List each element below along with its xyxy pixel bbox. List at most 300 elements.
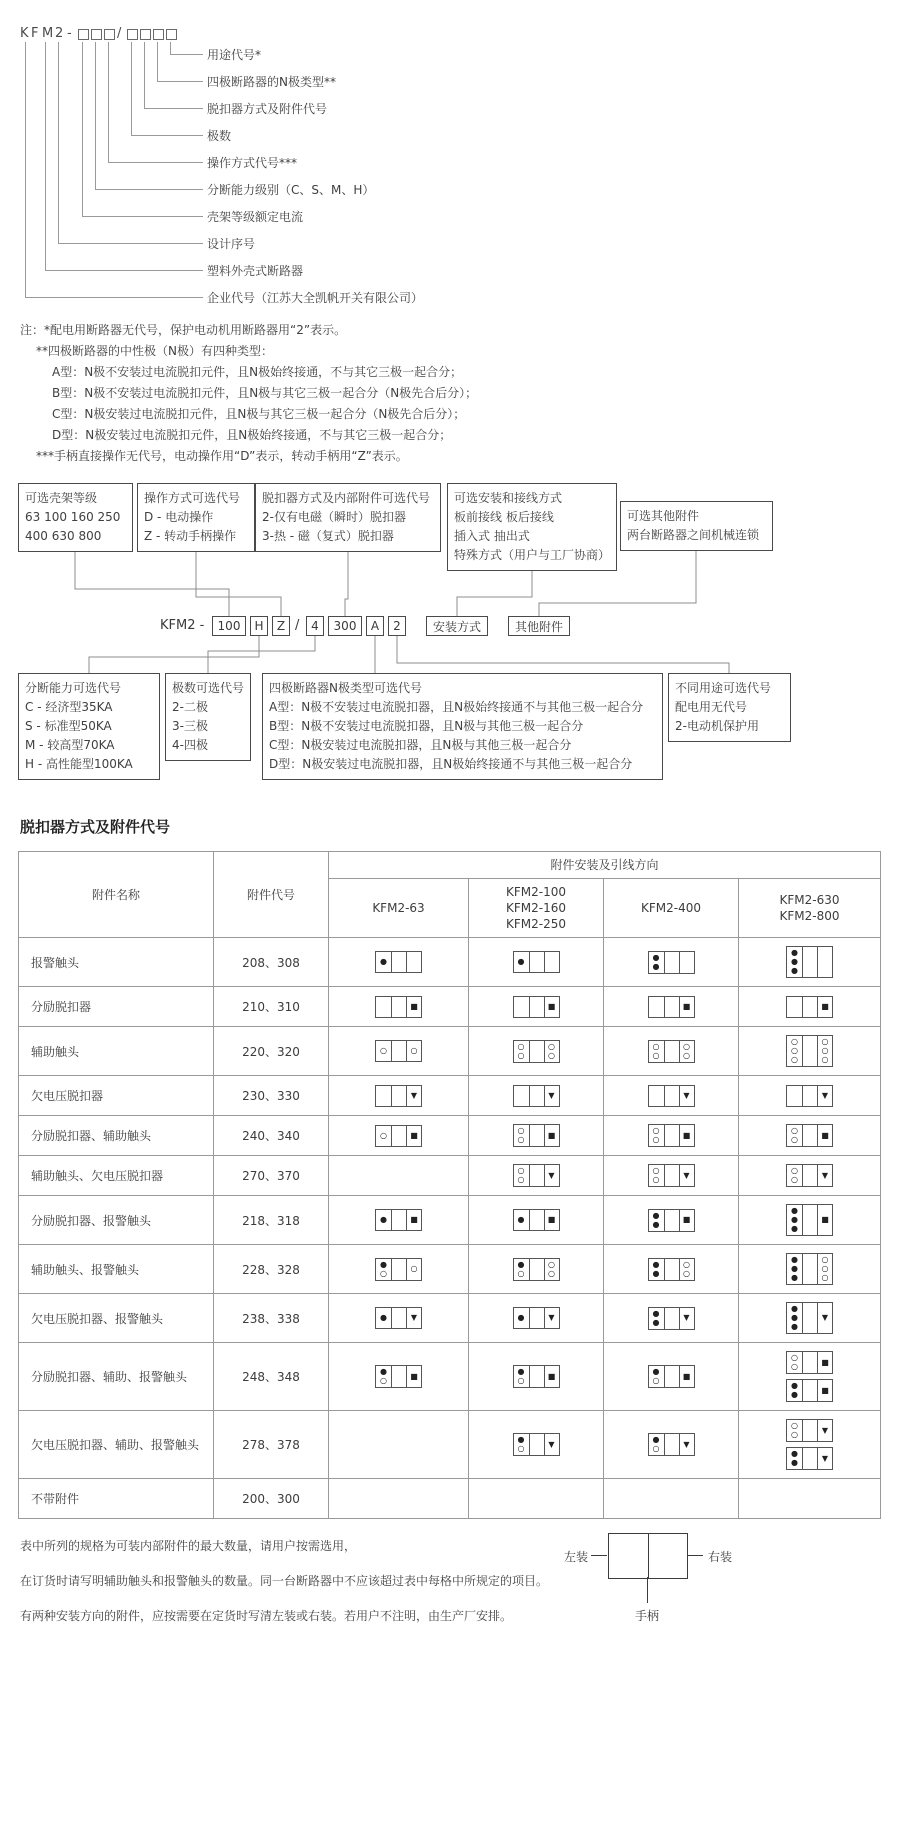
accessory-position-cell [469, 1076, 604, 1116]
accessory-position-cell [469, 1116, 604, 1156]
note-line: ***手柄直接操作无代号，电动操作用“D”表示，转动手柄用“Z”表示。 [36, 449, 408, 463]
table-row [19, 1479, 881, 1519]
position-compartment [514, 952, 529, 972]
accessory-position-cell [604, 1076, 739, 1116]
accessory-position-box [375, 996, 422, 1018]
symbol-stack [786, 1351, 833, 1402]
alarm-contact-icon: ● [791, 1381, 798, 1390]
position-compartment [649, 1434, 664, 1455]
accessory-name: 辅助触头、欠电压脱扣器 [19, 1156, 214, 1196]
symbol-stack [513, 1307, 560, 1329]
accessory-name: 分励脱扣器 [19, 987, 214, 1027]
accessory-position-box [375, 1365, 422, 1388]
table-heading: 脱扣器方式及附件代号 [20, 818, 171, 836]
alarm-contact-icon: ● [652, 961, 660, 971]
frame-model-label: KFM2-400 [641, 901, 701, 915]
auxiliary-contact-icon: ○ [517, 1376, 525, 1385]
option-box-usage [668, 673, 791, 742]
undervoltage-release-icon: ▼ [683, 1313, 690, 1322]
accessory-position-box [513, 1209, 560, 1231]
position-compartment [544, 1041, 559, 1062]
position-compartment [544, 1434, 559, 1455]
position-compartment [529, 1165, 544, 1186]
option-line: 操作方式可选代号 [144, 491, 241, 505]
position-compartment [817, 1254, 832, 1284]
symbol-stack [648, 1085, 695, 1107]
accessory-position-cell [604, 1479, 739, 1519]
accessory-position-box [513, 996, 560, 1018]
accessory-position-cell [604, 1196, 739, 1245]
position-compartment [544, 1366, 559, 1387]
position-compartment [679, 1165, 694, 1186]
accessory-position-cell [469, 1027, 604, 1076]
model-digit-box [153, 29, 164, 40]
accessory-position-box [786, 1085, 833, 1107]
option-line: 可选壳架等级 [25, 491, 98, 505]
accessory-position-box [375, 1040, 422, 1062]
shunt-release-icon: ■ [547, 1130, 556, 1140]
header-row [19, 852, 881, 879]
accessory-position-box [513, 1040, 560, 1063]
accessory-position-cell [329, 1116, 469, 1156]
note-line: **四极断路器的中性极（N极）有四种类型： [36, 344, 273, 358]
position-compartment [514, 1125, 529, 1146]
accessory-position-cell [329, 1196, 469, 1245]
model-digit-box [127, 29, 138, 40]
position-compartment [679, 1308, 694, 1329]
col-header-code: 附件代号 [214, 852, 329, 938]
position-compartment [529, 1210, 544, 1230]
accessory-position-box [786, 1379, 833, 1402]
auxiliary-contact-icon: ○ [821, 1264, 829, 1273]
position-compartment [376, 1366, 391, 1387]
accessory-position-cell [604, 987, 739, 1027]
position-compartment [529, 1259, 544, 1280]
position-compartment [787, 1036, 802, 1066]
option-line: 400 630 800 [25, 529, 102, 543]
option-line: 3-三极 [172, 719, 208, 733]
position-compartment [514, 1308, 529, 1328]
auxiliary-contact-icon: ○ [791, 1166, 798, 1175]
position-compartment [649, 952, 664, 973]
model-code-box: 100 [212, 616, 246, 636]
position-compartment [514, 1434, 529, 1455]
right-tick-line [687, 1555, 703, 1556]
alarm-contact-icon: ● [380, 1259, 387, 1269]
accessory-code: 228、328 [214, 1245, 329, 1294]
accessory-position-cell [739, 987, 881, 1027]
alarm-contact-icon: ● [791, 1313, 798, 1322]
accessory-position-box [648, 951, 695, 974]
alarm-contact-icon: ● [517, 1215, 525, 1224]
accessory-position-box [648, 996, 695, 1018]
shunt-release-icon: ■ [547, 1001, 556, 1011]
shunt-release-icon: ■ [821, 1001, 829, 1011]
table-row [19, 1411, 881, 1479]
position-compartment [544, 1086, 559, 1106]
symbol-stack [648, 1164, 695, 1187]
position-compartment [817, 997, 832, 1017]
model-line-slash: / [295, 618, 300, 633]
position-compartment [391, 1308, 406, 1328]
model-field-label: 塑料外壳式断路器 [207, 264, 304, 278]
option-line: M - 较高型70KA [25, 738, 115, 752]
option-line: 2-电动机保护用 [675, 719, 759, 733]
alarm-contact-icon: ● [652, 1317, 660, 1327]
option-box-operation-mode [137, 483, 255, 552]
accessory-code: 200、300 [214, 1479, 329, 1519]
accessory-position-cell [739, 1116, 881, 1156]
position-compartment [664, 1041, 679, 1062]
symbol-stack [648, 1124, 695, 1147]
position-compartment [802, 1086, 817, 1106]
accessory-position-cell [604, 1343, 739, 1411]
frame-model-label: KFM2-63 [372, 901, 425, 915]
note-line: 注：*配电用断路器无代号，保护电动机用断路器用“2”表示。 [20, 323, 347, 337]
accessory-position-cell [329, 1411, 469, 1479]
option-box-trip-accessory [255, 483, 441, 552]
auxiliary-contact-icon: ○ [791, 1046, 798, 1055]
option-box-frame-level [18, 483, 133, 552]
accessory-position-cell [329, 1027, 469, 1076]
position-compartment [679, 1434, 694, 1455]
position-compartment [514, 1259, 529, 1280]
option-line: 两台断路器之间机械连锁 [627, 528, 760, 542]
alarm-contact-icon: ● [791, 1322, 798, 1331]
symbol-stack [786, 996, 833, 1018]
position-compartment [406, 1259, 421, 1280]
position-compartment [664, 1125, 679, 1146]
position-compartment [802, 1254, 817, 1284]
position-compartment [679, 952, 694, 973]
position-compartment [391, 997, 406, 1017]
auxiliary-contact-icon: ○ [380, 1046, 387, 1055]
auxiliary-contact-icon: ○ [791, 1175, 798, 1184]
accessory-position-box [786, 1124, 833, 1147]
position-compartment [649, 1308, 664, 1329]
accessory-position-cell [604, 938, 739, 987]
position-compartment [679, 1210, 694, 1231]
symbol-stack [513, 951, 560, 973]
option-line: D - 电动操作 [144, 510, 214, 524]
position-compartment [802, 1036, 817, 1066]
undervoltage-release-icon: ▼ [683, 1170, 690, 1180]
position-compartment [391, 1041, 406, 1061]
note-line: B型：N极不安装过电流脱扣元件，且N极与其它三极一起合分（N极先合后分）； [52, 386, 478, 400]
position-compartment [787, 1205, 802, 1235]
symbol-stack [375, 1085, 422, 1107]
table-row [19, 1294, 881, 1343]
shunt-release-icon: ■ [682, 1215, 691, 1224]
position-compartment [664, 1086, 679, 1106]
symbol-stack [786, 1253, 833, 1285]
accessory-position-box [648, 1209, 695, 1232]
accessory-position-box [786, 1351, 833, 1374]
symbol-stack [513, 996, 560, 1018]
auxiliary-contact-icon: ○ [821, 1273, 829, 1282]
option-line: 4-四极 [172, 738, 208, 752]
symbol-stack [648, 1433, 695, 1456]
option-line: H - 高性能型100KA [25, 757, 133, 771]
accessory-position-cell [469, 1411, 604, 1479]
symbol-stack [786, 1085, 833, 1107]
auxiliary-contact-icon: ○ [821, 1255, 829, 1264]
position-compartment [817, 1448, 832, 1469]
accessory-position-cell [739, 1343, 881, 1411]
position-compartment [817, 1036, 832, 1066]
position-compartment [649, 1366, 664, 1387]
auxiliary-contact-icon: ○ [517, 1041, 525, 1051]
position-compartment [787, 1086, 802, 1106]
note-line: C型：N极安装过电流脱扣元件，且N极与其它三极一起合分（N极先合后分）； [52, 407, 466, 421]
position-compartment [787, 1303, 802, 1333]
notes-section [20, 320, 900, 467]
position-compartment [787, 947, 802, 977]
accessory-position-box [513, 1433, 560, 1456]
auxiliary-contact-icon: ○ [380, 1376, 387, 1385]
auxiliary-contact-icon: ○ [410, 1046, 418, 1055]
position-compartment [787, 1352, 802, 1373]
alarm-contact-icon: ● [517, 1259, 525, 1269]
footer-note-line: 在订货时请写明辅助触头和报警触头的数量。同一台断路器中不应该超过表中每格中所规定的项目。 [20, 1574, 549, 1588]
accessory-position-box [375, 1085, 422, 1107]
model-field-label: 四极断路器的N极类型** [207, 75, 336, 89]
position-compartment [514, 997, 529, 1017]
position-compartment [802, 947, 817, 977]
position-compartment [787, 1125, 802, 1146]
model-code-box: 安装方式 [426, 616, 488, 636]
auxiliary-contact-icon: ○ [410, 1264, 418, 1273]
accessory-name: 欠电压脱扣器、报警触头 [19, 1294, 214, 1343]
accessory-position-box [513, 1365, 560, 1388]
model-field-label: 极数 [207, 129, 232, 143]
accessory-position-box [513, 1307, 560, 1329]
position-compartment [802, 1380, 817, 1401]
model-digit-box [91, 29, 102, 40]
accessory-name: 辅助触头、报警触头 [19, 1245, 214, 1294]
footer-section [0, 1529, 900, 1659]
symbol-stack [513, 1040, 560, 1063]
position-compartment [664, 1366, 679, 1387]
position-compartment [529, 952, 544, 972]
accessory-name: 分励脱扣器、辅助触头 [19, 1116, 214, 1156]
position-compartment [664, 952, 679, 973]
alarm-contact-icon: ● [791, 1449, 798, 1458]
model-char: K [20, 26, 29, 41]
alarm-contact-icon: ● [791, 1206, 798, 1215]
position-compartment [544, 1165, 559, 1186]
position-compartment [679, 1366, 694, 1387]
alarm-contact-icon: ● [652, 1435, 660, 1444]
accessory-position-cell [329, 1245, 469, 1294]
undervoltage-release-icon: ▼ [821, 1453, 829, 1463]
shunt-release-icon: ■ [682, 1130, 691, 1140]
position-compartment [529, 1125, 544, 1146]
symbol-stack [786, 1164, 833, 1187]
auxiliary-contact-icon: ○ [517, 1444, 525, 1453]
model-digit-box [166, 29, 177, 40]
model-char: F [31, 26, 39, 41]
option-line: A型：N极不安装过电流脱扣器，且N极始终接通不与其他三极一起合分 [269, 700, 644, 714]
position-compartment [406, 1210, 421, 1230]
frame-model-label: KFM2-100 [506, 885, 566, 899]
alarm-contact-icon: ● [652, 1367, 660, 1376]
position-compartment [679, 1259, 694, 1280]
table-row [19, 938, 881, 987]
option-line: 分断能力可选代号 [25, 681, 122, 695]
symbol-stack [648, 1307, 695, 1330]
model-code-box: A [366, 616, 384, 636]
table-row [19, 1196, 881, 1245]
auxiliary-contact-icon: ○ [652, 1166, 660, 1175]
left-tick-line [591, 1555, 607, 1556]
position-compartment [391, 1086, 406, 1106]
model-code-box: Z [272, 616, 290, 636]
position-compartment [664, 1165, 679, 1186]
alarm-contact-icon: ● [517, 957, 525, 966]
option-line: 63 100 160 250 [25, 510, 121, 524]
auxiliary-contact-icon: ○ [517, 1050, 525, 1060]
model-field-label: 分断能力级别（C、S、M、H） [207, 183, 375, 197]
shunt-release-icon: ■ [821, 1385, 829, 1395]
alarm-contact-icon: ● [791, 948, 798, 957]
option-line: S - 标准型50KA [25, 719, 112, 733]
option-line: B型：N极不安装过电流脱扣器，且N极与其他三极一起合分 [269, 719, 584, 733]
accessory-position-box [786, 996, 833, 1018]
auxiliary-contact-icon: ○ [548, 1259, 555, 1269]
accessory-position-cell [739, 1245, 881, 1294]
shunt-release-icon: ■ [547, 1371, 556, 1381]
position-compartment [679, 1125, 694, 1146]
auxiliary-contact-icon: ○ [821, 1046, 829, 1055]
accessory-name: 辅助触头 [19, 1027, 214, 1076]
symbol-stack [375, 951, 422, 973]
model-field-label: 壳架等级额定电流 [207, 210, 304, 224]
auxiliary-contact-icon: ○ [652, 1175, 660, 1184]
accessory-position-box [375, 1209, 422, 1231]
position-compartment [802, 1303, 817, 1333]
position-compartment [514, 1165, 529, 1186]
auxiliary-contact-icon: ○ [652, 1444, 660, 1453]
model-code-box: 300 [328, 616, 362, 636]
alarm-contact-icon: ● [791, 1273, 798, 1282]
symbol-stack [513, 1209, 560, 1231]
position-compartment [391, 1366, 406, 1387]
note-line: D型：N极安装过电流脱扣元件，且N极始终接通，不与其它三极一起合分； [52, 428, 452, 442]
symbol-stack [513, 1124, 560, 1147]
accessory-position-box [375, 1258, 422, 1281]
accessory-position-box [786, 1035, 833, 1067]
position-compartment [391, 1126, 406, 1146]
accessory-position-box [786, 1253, 833, 1285]
alarm-contact-icon: ● [517, 1313, 525, 1322]
auxiliary-contact-icon: ○ [821, 1037, 829, 1046]
table-head [19, 852, 881, 938]
option-line: D型：N极安装过电流脱扣器，且N极始终接通不与其他三极一起合分 [269, 757, 633, 771]
symbol-stack [513, 1085, 560, 1107]
alarm-contact-icon: ● [791, 1224, 798, 1233]
symbol-stack [375, 996, 422, 1018]
position-compartment [544, 1125, 559, 1146]
accessory-position-cell [604, 1156, 739, 1196]
alarm-contact-icon: ● [791, 1304, 798, 1313]
auxiliary-contact-icon: ○ [652, 1041, 660, 1051]
auxiliary-contact-icon: ○ [652, 1050, 660, 1060]
position-compartment [544, 952, 559, 972]
position-compartment [376, 1126, 391, 1146]
option-box-poles [165, 673, 251, 761]
undervoltage-release-icon: ▼ [410, 1090, 418, 1100]
accessory-name: 不带附件 [19, 1479, 214, 1519]
auxiliary-contact-icon: ○ [652, 1135, 660, 1144]
auxiliary-contact-icon: ○ [791, 1362, 798, 1371]
auxiliary-contact-icon: ○ [683, 1041, 690, 1051]
position-compartment [376, 1041, 391, 1061]
position-compartment [406, 1126, 421, 1146]
shunt-release-icon: ■ [821, 1130, 829, 1140]
auxiliary-contact-icon: ○ [380, 1268, 387, 1278]
option-line: 可选其他附件 [627, 509, 700, 523]
position-compartment [802, 1205, 817, 1235]
auxiliary-contact-icon: ○ [791, 1135, 798, 1144]
option-line: 2-仅有电磁（瞬时）脱扣器 [262, 510, 406, 524]
symbol-stack [513, 1164, 560, 1187]
breaker-right-half [648, 1534, 688, 1578]
accessory-name: 报警触头 [19, 938, 214, 987]
accessory-position-box [513, 1164, 560, 1187]
shunt-release-icon: ■ [682, 1001, 691, 1011]
accessory-position-box [786, 1204, 833, 1236]
position-compartment [544, 1308, 559, 1328]
symbol-stack [513, 1433, 560, 1456]
accessory-position-box [513, 1085, 560, 1107]
position-compartment [787, 1420, 802, 1441]
position-compartment [376, 1210, 391, 1230]
accessory-code: 270、370 [214, 1156, 329, 1196]
accessory-position-cell [739, 1027, 881, 1076]
position-compartment [817, 1352, 832, 1373]
accessory-position-cell [469, 1245, 604, 1294]
accessory-code: 248、348 [214, 1343, 329, 1411]
auxiliary-contact-icon: ○ [548, 1268, 555, 1278]
accessory-position-cell [329, 1343, 469, 1411]
model-code-box: 4 [306, 616, 324, 636]
col-header-name: 附件名称 [19, 852, 214, 938]
symbol-stack [786, 1204, 833, 1236]
position-compartment [649, 997, 664, 1017]
col-header-frame [469, 879, 604, 938]
symbol-stack [648, 996, 695, 1018]
accessory-position-cell [604, 1294, 739, 1343]
undervoltage-release-icon: ▼ [821, 1425, 829, 1435]
position-compartment [514, 1210, 529, 1230]
accessory-position-cell [329, 1479, 469, 1519]
option-line: C型：N极安装过电流脱扣器，且N极与其他三极一起合分 [269, 738, 572, 752]
auxiliary-contact-icon: ○ [683, 1050, 690, 1060]
auxiliary-contact-icon: ○ [380, 1130, 387, 1140]
position-compartment [802, 1420, 817, 1441]
accessory-position-box [375, 1307, 422, 1329]
accessory-position-cell [469, 1196, 604, 1245]
position-compartment [817, 1205, 832, 1235]
position-compartment [679, 1086, 694, 1106]
auxiliary-contact-icon: ○ [791, 1126, 798, 1135]
col-header-frame [329, 879, 469, 938]
alarm-contact-icon: ● [652, 1259, 660, 1269]
position-compartment [649, 1125, 664, 1146]
accessory-table [18, 851, 881, 1519]
symbol-stack [375, 1365, 422, 1388]
